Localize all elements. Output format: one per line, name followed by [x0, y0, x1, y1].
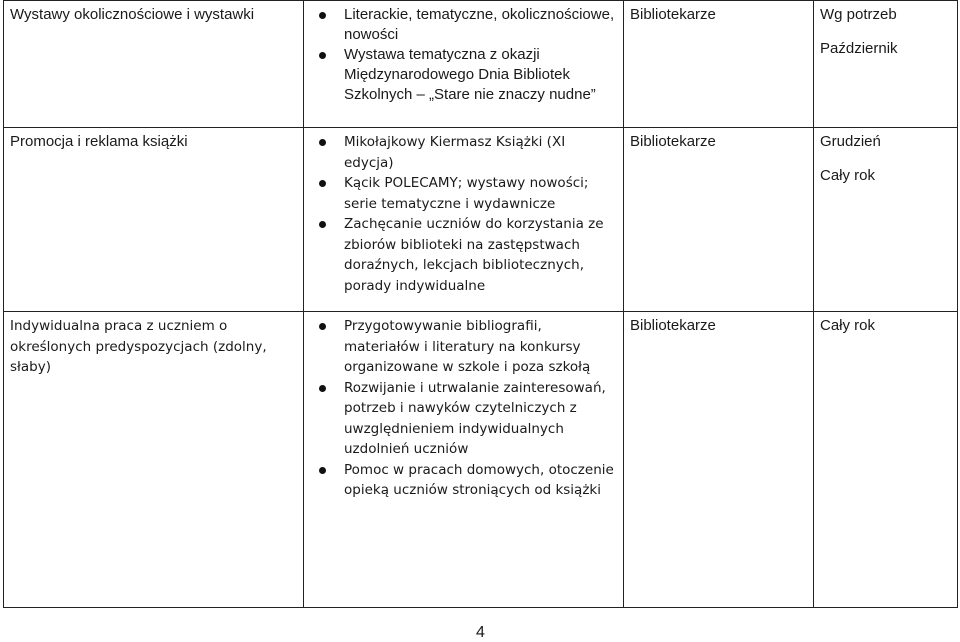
- task-list: [310, 132, 617, 296]
- area-cell: Indywidualna praca z uczniem o określonych predyspozycjach (zdolny, słaby): [4, 312, 304, 608]
- date-cell: [814, 312, 958, 608]
- list-item: Pomoc w pracach domowych, otoczenie opieką uczniów stroniących od książki: [344, 460, 617, 501]
- date-cell: [814, 128, 958, 312]
- list-item: Kącik POLECAMY; wystawy nowości; serie tematyczne i wydawnicze: [344, 173, 617, 214]
- area-cell: Promocja i reklama książki: [4, 128, 304, 312]
- date-value: Cały rok: [820, 167, 876, 184]
- table-row: [4, 312, 958, 608]
- date-cell: [814, 1, 958, 128]
- list-item: Zachęcanie uczniów do korzystania ze zbiorów biblioteki na zastępstwach doraźnych, lekcjach bibliotecznych, porady indywidualne: [344, 214, 617, 296]
- tasks-cell: [304, 128, 624, 312]
- list-item: Literackie, tematyczne, okolicznościowe, nowości: [344, 5, 617, 45]
- area-cell: Wystawy okolicznościowe i wystawki: [4, 1, 304, 128]
- date-value: Cały rok: [820, 317, 876, 334]
- responsible-cell: Bibliotekarze: [624, 128, 814, 312]
- responsible-cell: Bibliotekarze: [624, 312, 814, 608]
- list-item: Mikołajkowy Kiermasz Książki (XI edycja): [344, 132, 617, 173]
- page-number: 4: [476, 624, 485, 641]
- date-value: Październik: [820, 40, 898, 57]
- task-list: [310, 5, 617, 105]
- date-value: Wg potrzeb: [820, 6, 897, 23]
- list-item: Wystawa tematyczna z okazji Międzynarodowego Dnia Bibliotek Szkolnych – „Stare nie znaczy nudne”: [344, 45, 617, 105]
- table-row: [4, 128, 958, 312]
- date-value: Grudzień: [820, 133, 881, 150]
- activity-plan-table: [3, 0, 958, 608]
- table-row: [4, 1, 958, 128]
- list-item: Rozwijanie i utrwalanie zainteresowań, potrzeb i nawyków czytelniczych z uwzględnieniem indywidualnych uzdolnień uczniów: [344, 378, 617, 460]
- task-list: [310, 316, 617, 501]
- tasks-cell: [304, 1, 624, 128]
- tasks-cell: [304, 312, 624, 608]
- responsible-cell: Bibliotekarze: [624, 1, 814, 128]
- list-item: Przygotowywanie bibliografii, materiałów i literatury na konkursy organizowane w szkole i poza szkołą: [344, 316, 617, 378]
